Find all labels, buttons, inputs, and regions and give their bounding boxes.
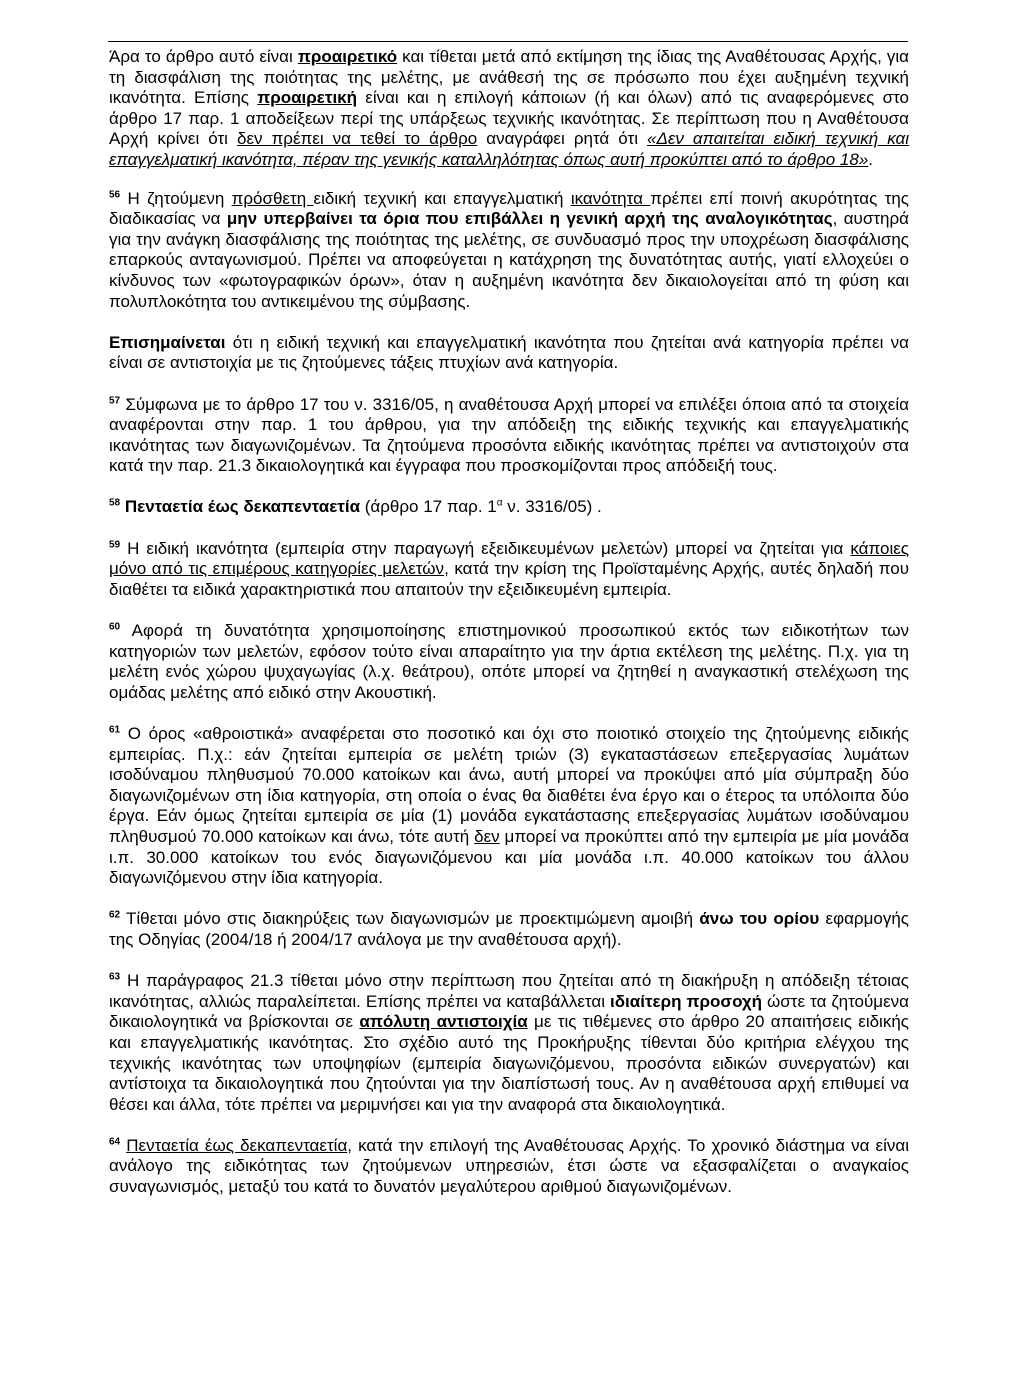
footnote-64: $^{64}$ Πενταετία έως δεκαπενταετία, κατά την επιλογή της Αναθέτουσας Αρχής. Το χρονικό διάστημα να είναι ανάλογο της ειδικότητας των ζητούμενων υπηρεσιών, έτσι ώστε να εξασφαλίζεται ο αναγκαίος συναγωνισμός, μεταξύ του κατά το δυνατόν μεγαλύτερου αριθμού διαγωνιζομένων.: [109, 1135, 909, 1197]
footnote-number: 64: [109, 1136, 121, 1148]
footnotes-body: [109, 47, 909, 1218]
footnote-number: 63: [109, 971, 121, 983]
footnote-59: $^{59}$ Η ειδική ικανότητα (εμπειρία στην παραγωγή εξειδικευμένων μελετών) μπορεί να ζητείται για κάποιες μόνο από τις επιμέρους κατηγορίες μελετών, κατά την κρίση της Προϊσταμένης Αρχής, αυτές δηλαδή που διαθέτει τα ειδικά χαρακτηριστικά που απαιτούν την εξειδικευμένη εμπειρία.: [109, 538, 909, 599]
footnote-number: 56: [109, 188, 121, 200]
footnote-60: $^{60}$ Αφορά τη δυνατότητα χρησιμοποίησης επιστημονικού προσωπικού εκτός των ειδικοτήτων των κατηγοριών των μελετών, εφόσον τούτο είναι απαραίτητο για την άρτια εκτέλεση της μελέτης. Π.χ. για τη μελέτη ενός χώρου ψυχαγωγίας (λ.χ. θεάτρου), οπότε μπορεί να ζητηθεί η αναγκαστική στελέχωση της ομάδας μελέτης από ειδικό στην Ακουστική.: [109, 621, 909, 702]
footnote-57: $^{57}$ Σύμφωνα με το άρθρο 17 του ν. 3316/05, η αναθέτουσα Αρχή μπορεί να επιλέξει όποια από τα στοιχεία αναφέρονται στην παρ. 1 του άρθρου, για την απόδειξη της ειδικής τεχνικής και επαγγελματικής ικανότητας των διαγωνιζομένων. Τα ζητούμενα προσόντα ειδικής ικανότητας πρέπει να αντιστοιχούν στα κατά την παρ. 21.3 δικαιολογητικά και έγγραφα που προσκομίζονται προς απόδειξή τους.: [109, 394, 909, 476]
footnote-62: $^{62}$ Τίθεται μόνο στις διακηρύξεις των διαγωνισμών με προεκτιμώμενη αμοιβή άνω του ορίου εφαρμογής της Οδηγίας (2004/18 ή 2004/17 ανάλογα με την αναθέτουσα αρχή).: [109, 909, 909, 949]
footnote-63: $^{63}$ Η παράγραφος 21.3 τίθεται μόνο στην περίπτωση που ζητείται από τη διακήρυξη η απόδειξη τέτοιας ικανότητας, αλλιώς παραλείπεται. Επίσης πρέπει να καταβάλλεται ιδιαίτερη προσοχή ώστε τα ζητούμενα δικαιολογητικά να βρίσκονται σε απόλυτη αντιστοιχία με τις τιθέμενες στο άρθρο 20 απαιτήσεις ειδικής και επαγγελματικής ικανότητας. Στο σχέδιο αυτό της Προκήρυξης τίθενται δύο κριτήρια ελέγχου της τεχνικής ικανότητας των υποψηφίων (εμπειρία διαγωνιζόμενου, προσόντα ειδικών συνεργατών) και αντίστοιχα τα δικαιολογητικά που ζητούνται για την διαπίστωσή τους. Αν η αναθέτουσα αρχή επιθυμεί να θέσει και άλλα, τότε πρέπει να μεριμνήσει και για την αναφορά στα δικαιολογητικά.: [109, 971, 909, 1114]
emphasis-optional-feminine: προαιρετική: [257, 88, 358, 108]
emphasis-must-not-set: δεν πρέπει να τεθεί το άρθρο: [237, 129, 478, 149]
paragraph-article-optional: Άρα το άρθρο αυτό είναι προαιρετικό και τίθεται μετά από εκτίμηση της ίδιας της Αναθέτουσας Αρχής, για τη διασφάλιση της ποιότητας της μελέτης, με ανάθεσή της σε πρόσωπο που έχει αυξημένη τεχνική ικανότητα. Επίσης προαιρετική είναι και η επιλογή κάποιων (ή και όλων) από τις αναφερόμενες στο άρθρο 17 παρ. 1 αποδείξεων περί της υπάρξεως τεχνικής ικανότητας. Σε περίπτωση που η Αναθέτουσα Αρχή κρίνει ότι δεν πρέπει να τεθεί το άρθρο αναγράφει ρητά ότι «Δεν απαιτείται ειδική τεχνική και επαγγελματική ικανότητα, πέραν της γενικής καταλληλότητας όπως αυτή προκύπτει από το άρθρο 18».: [109, 47, 910, 169]
footnote-61: $^{61}$ Ο όρος «αθροιστικά» αναφέρεται στο ποσοτικό και όχι στο ποιοτικό στοιχείο της ζητούμενης ειδικής εμπειρίας. Π.χ.: εάν ζητείται εμπειρία σε μελέτη τριών (3) εγκαταστάσεων επεξεργασίας λυμάτων ισοδύναμου πληθυσμού 70.000 κατοίκων και άνω, αυτή μπορεί να προκύψει από μία σύμπραξη δύο διαγωνιζομένων στη ίδια κατηγορία, στη οποία ο ένας θα διαθέτει ένα έργο και ο έτερος τα υπόλοιπα δύο έργα. Εάν όμως ζητείται εμπειρία σε μία (1) μονάδα εγκατάστασης επεξεργασίας λυμάτων ισοδύναμου πληθυσμού 70.000 κατοίκων και άνω, τότε αυτή δεν μπορεί να προκύπτει από την εμπειρία με μία μονάδα ι.π. 30.000 κατοίκων του ενός διαγωνιζόμενου και μία μονάδα ι.π. 40.000 κατοίκων του άλλου διαγωνιζόμενου στην ίδια κατηγορία.: [109, 724, 910, 888]
emphasis-optional: προαιρετικό: [297, 47, 398, 66]
footnote-number: 62: [109, 909, 121, 921]
top-divider: [108, 41, 908, 42]
footnote-number: 58: [109, 497, 121, 509]
quoted-statement: «Δεν απαιτείται ειδική τεχνική και επαγγελματική ικανότητα, πέραν της γενικής καταλληλότητας όπως αυτή προκύπτει από το άρθρο 18»: [109, 129, 910, 169]
footnote-number: 59: [109, 539, 121, 550]
footnote-58: $^{58}$ Πενταετία έως δεκαπενταετία (άρθρο 17 παρ. $1^\alpha$ ν. 3316/05) .: [109, 497, 602, 517]
footnote-number: 60: [109, 621, 121, 633]
note-paragraph: Επισημαίνεται ότι η ειδική τεχνική και επαγγελματική ικανότητα που ζητείται ανά κατηγορία πρέπει να είναι σε αντιστοιχία με τις ζητούμενες τάξεις πτυχίων ανά κατηγορία.: [109, 332, 909, 373]
footnote-number: 61: [109, 724, 121, 736]
footnote-number: 57: [109, 394, 121, 406]
footnote-56: $^{56}$ Η ζητούμενη πρόσθετη ειδική τεχνική και επαγγελματική ικανότητα πρέπει επί ποινή ακυρότητας της διαδικασίας να μην υπερβαίνει τα όρια που επιβάλλει η γενική αρχή της αναλογικότητας, αυστηρά για την ανάγκη διασφάλισης της ποιότητας της μελέτης, σε συνδυασμό προς την υποχρέωση διασφάλισης επαρκούς ανταγωνισμού. Πρέπει να αποφεύγεται η κατάχρηση της δυνατότητας αυτής, γιατί ελλοχεύει ο κίνδυνος των «φωτογραφικών όρων», όταν η αυξημένη ικανότητα δεν δικαιολογείται από τη φύση και πολυπλοκότητα του αντικειμένου της σύμβασης.: [109, 188, 909, 311]
